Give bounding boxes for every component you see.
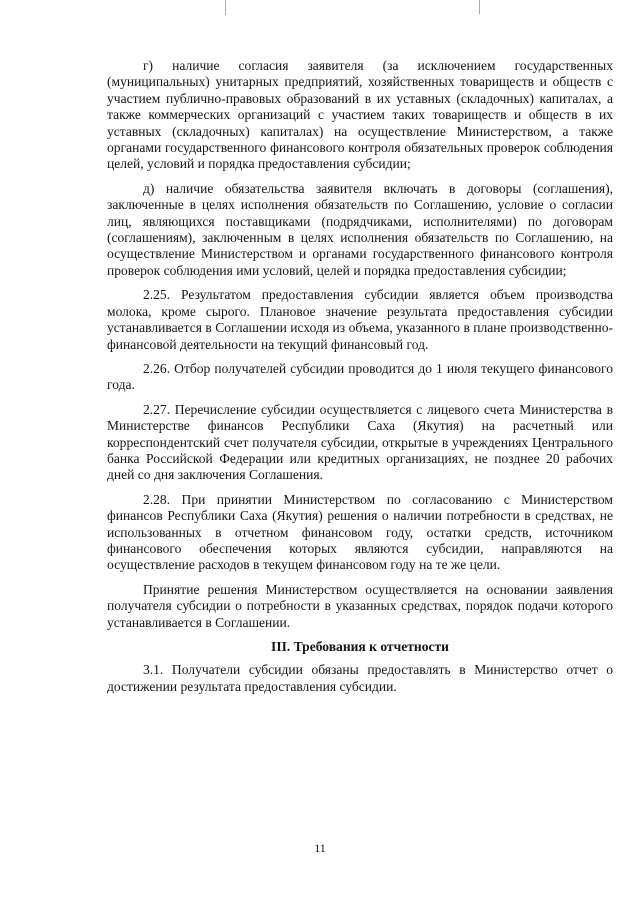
scan-edge-mark-right xyxy=(479,0,480,14)
paragraph-decision: Принятие решения Министерством осуществляется на основании заявления получателя субсидии о потребности в указанных средствах, порядок подачи которого устанавливается в Соглашении. xyxy=(107,581,613,630)
paragraph-3-1: 3.1. Получатели субсидии обязаны предоставлять в Министерство отчет о достижении результата предоставления субсидии. xyxy=(107,662,613,694)
paragraph-d: д) наличие обязательства заявителя включать в договоры (соглашения), заключенные в целях исполнения обязательств по Соглашению, условие о согласии лиц, являющихся поставщиками (подрядчиками, исполнителями) по договорам (соглашениям), заключенным в целях исполнения обязательств по Соглашению, на осуществление Министерством и органами государственного финансового контроля проверок соблюдения ими условий, целей и порядка предоставления субсидии; xyxy=(107,180,613,278)
section-heading: III. Требования к отчетности xyxy=(271,639,449,654)
scan-edge-mark-left xyxy=(225,0,226,15)
paragraph-2-25: 2.25. Результатом предоставления субсидии является объем производства молока, кроме сырого. Плановое значение результата предоставления субсидии устанавливается в Соглашении исходя из объема, указанного в плане производственно-финансовой деятельности на текущий финансовый год. xyxy=(107,287,613,352)
paragraph-2-26: 2.26. Отбор получателей субсидии проводится до 1 июля текущего финансового года. xyxy=(107,360,613,393)
page-number: 11 xyxy=(314,841,326,855)
paragraph-2-27: 2.27. Перечисление субсидии осуществляется с лицевого счета Министерства в Министерстве финансов Республики Саха (Якутия) на расчетный или корреспондентский счет получателя субсидии, открытые в учреждениях Центрального банка Российской Федерации или кредитных организациях, не позднее 20 рабочих дней со дня заключения Соглашения. xyxy=(107,401,613,483)
paragraph-2-28: 2.28. При принятии Министерством по согласованию с Министерством финансов Республики Саха (Якутия) решения о наличии потребности в средствах, не использованных в отчетном финансовом году, остатки средств, источником финансового обеспечения которых являются субсидии, направляются на осуществление расходов в текущем финансовом году на те же цели. xyxy=(107,491,613,573)
paragraph-g: г) наличие согласия заявителя (за исключением государственных (муниципальных) унитарных предприятий, хозяйственных товариществ и обществ с участием публично-правовых образований в их уставных (складочных) капиталах, а также коммерческих организаций с участием таких товариществ и обществ в их уставных (складочных) капиталах) на осуществление Министерством, а также органами государственного финансового контроля обязательных проверок соблюдения целей, условий и порядка предоставления субсидии; xyxy=(107,58,613,172)
document-body xyxy=(107,58,613,703)
